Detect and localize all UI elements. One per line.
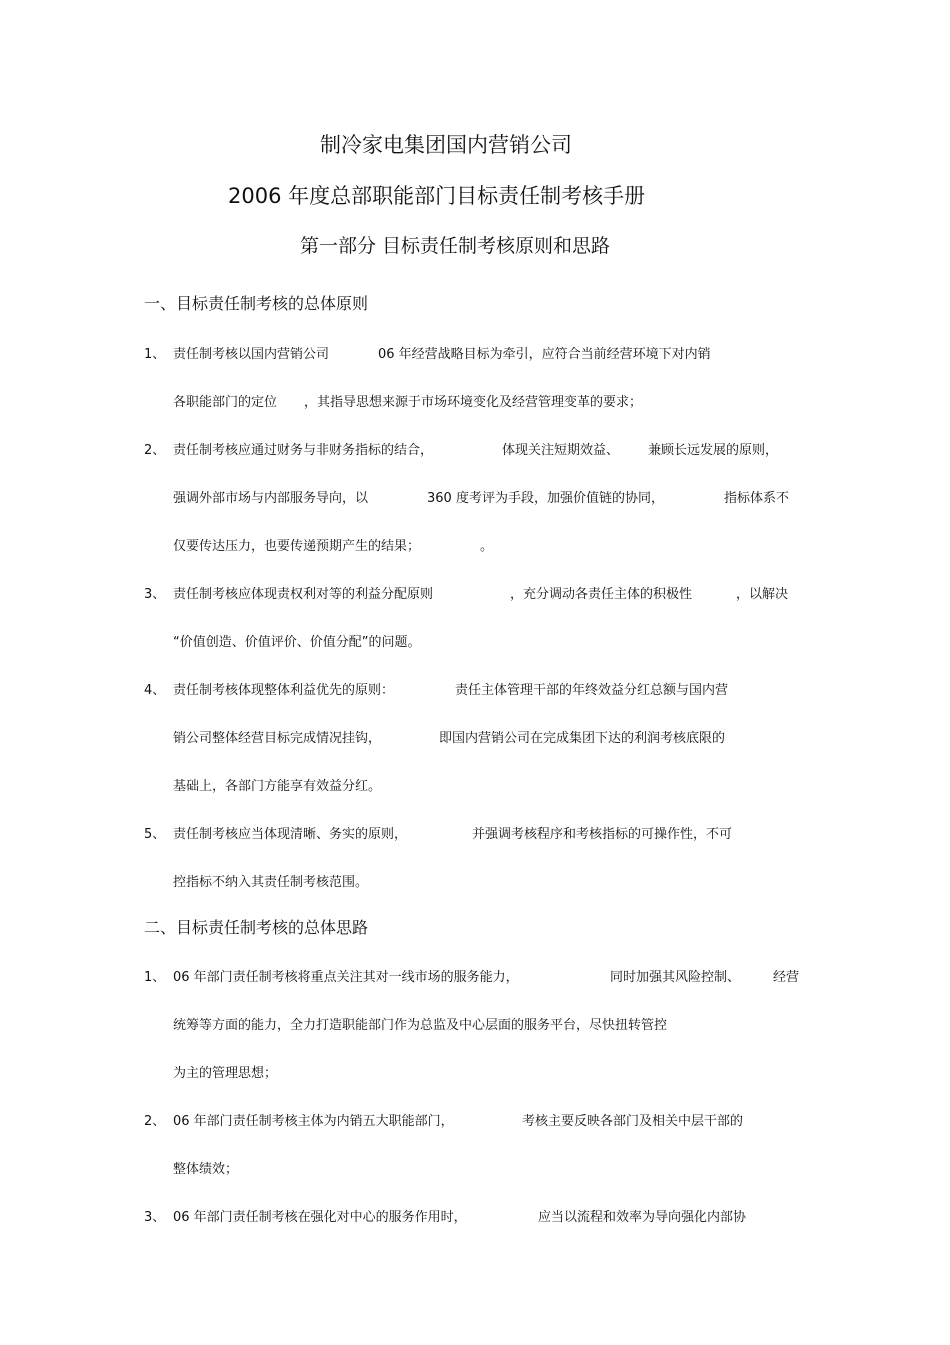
list-item-text: 经营: [773, 970, 800, 985]
section-heading-1: 一、目标责任制考核的总体原则: [144, 294, 369, 313]
list-item-text: 责任主体管理干部的年终效益分红总额与国内营: [455, 683, 729, 698]
list-item-text: 同时加强其风险控制、: [610, 970, 741, 985]
list-item-text: 责任制考核以国内营销公司: [173, 347, 330, 362]
list-item-number: 3、: [144, 587, 166, 602]
list-item-text: 考核主要反映各部门及相关中层干部的: [522, 1114, 744, 1129]
list-item-number: 2、: [144, 443, 166, 458]
list-item-text: 基础上，各部门方能享有效益分红。: [173, 779, 382, 794]
list-item-text: 销公司整体经营目标完成情况挂钩，: [173, 731, 382, 746]
list-item-text: 体现关注短期效益、: [502, 443, 620, 458]
list-item-number: 1、: [144, 970, 166, 985]
list-item-number: 4、: [144, 683, 166, 698]
list-item-text: 06 年部门责任制考核主体为内销五大职能部门，: [173, 1114, 454, 1129]
list-item-text: ，以解决: [736, 587, 789, 602]
document-subtitle: 2006 年度总部职能部门目标责任制考核手册: [228, 184, 646, 208]
list-item-text: 统筹等方面的能力，全力打造职能部门作为总监及中心层面的服务平台，尽快扭转管控: [173, 1018, 668, 1033]
list-item-text: 06 年部门责任制考核在强化对中心的服务作用时，: [173, 1210, 467, 1225]
list-item-text: 控指标不纳入其责任制考核范围。: [173, 875, 369, 890]
list-item-text: 责任制考核应体现责权利对等的利益分配原则: [173, 587, 434, 602]
list-item-text: 为主的管理思想；: [173, 1066, 278, 1081]
list-item-text: 仅要传达压力，也要传递预期产生的结果；: [173, 539, 421, 554]
list-item-text: 责任制考核体现整体利益优先的原则：: [173, 683, 395, 698]
list-item-text: 并强调考核程序和考核指标的可操作性，不可: [472, 827, 733, 842]
list-item-text: “价值创造、价值评价、价值分配”的问题。: [173, 635, 421, 650]
list-item-text: 责任制考核应通过财务与非财务指标的结合，: [173, 443, 434, 458]
list-item-text: 各职能部门的定位: [173, 395, 278, 410]
section-heading-2: 二、目标责任制考核的总体思路: [144, 918, 369, 937]
list-item-text: 06 年部门责任制考核将重点关注其对一线市场的服务能力，: [173, 970, 519, 985]
part-heading: 第一部分 目标责任制考核原则和思路: [300, 235, 611, 257]
document-title: 制冷家电集团国内营销公司: [320, 133, 572, 157]
list-item-text: ，充分调动各责任主体的积极性: [510, 587, 693, 602]
list-item-text: ，其指导思想来源于市场环境变化及经营管理变革的要求；: [304, 395, 643, 410]
list-item-text: 。: [480, 539, 494, 554]
list-item-text: 即国内营销公司在完成集团下达的利润考核底限的: [439, 731, 726, 746]
list-item-text: 06 年经营战略目标为牵引，应符合当前经营环境下对内销: [378, 347, 711, 362]
list-item-number: 3、: [144, 1210, 166, 1225]
list-item-text: 360 度考评为手段，加强价值链的协同，: [427, 491, 664, 506]
list-item-text: 整体绩效；: [173, 1162, 239, 1177]
list-item-number: 5、: [144, 827, 166, 842]
list-item-number: 2、: [144, 1114, 166, 1129]
list-item-number: 1、: [144, 347, 166, 362]
list-item-text: 责任制考核应当体现清晰、务实的原则，: [173, 827, 408, 842]
list-item-text: 应当以流程和效率为导向强化内部协: [538, 1210, 747, 1225]
list-item-text: 指标体系不: [724, 491, 790, 506]
list-item-text: 强调外部市场与内部服务导向，以: [173, 491, 369, 506]
list-item-text: 兼顾长远发展的原则，: [648, 443, 779, 458]
